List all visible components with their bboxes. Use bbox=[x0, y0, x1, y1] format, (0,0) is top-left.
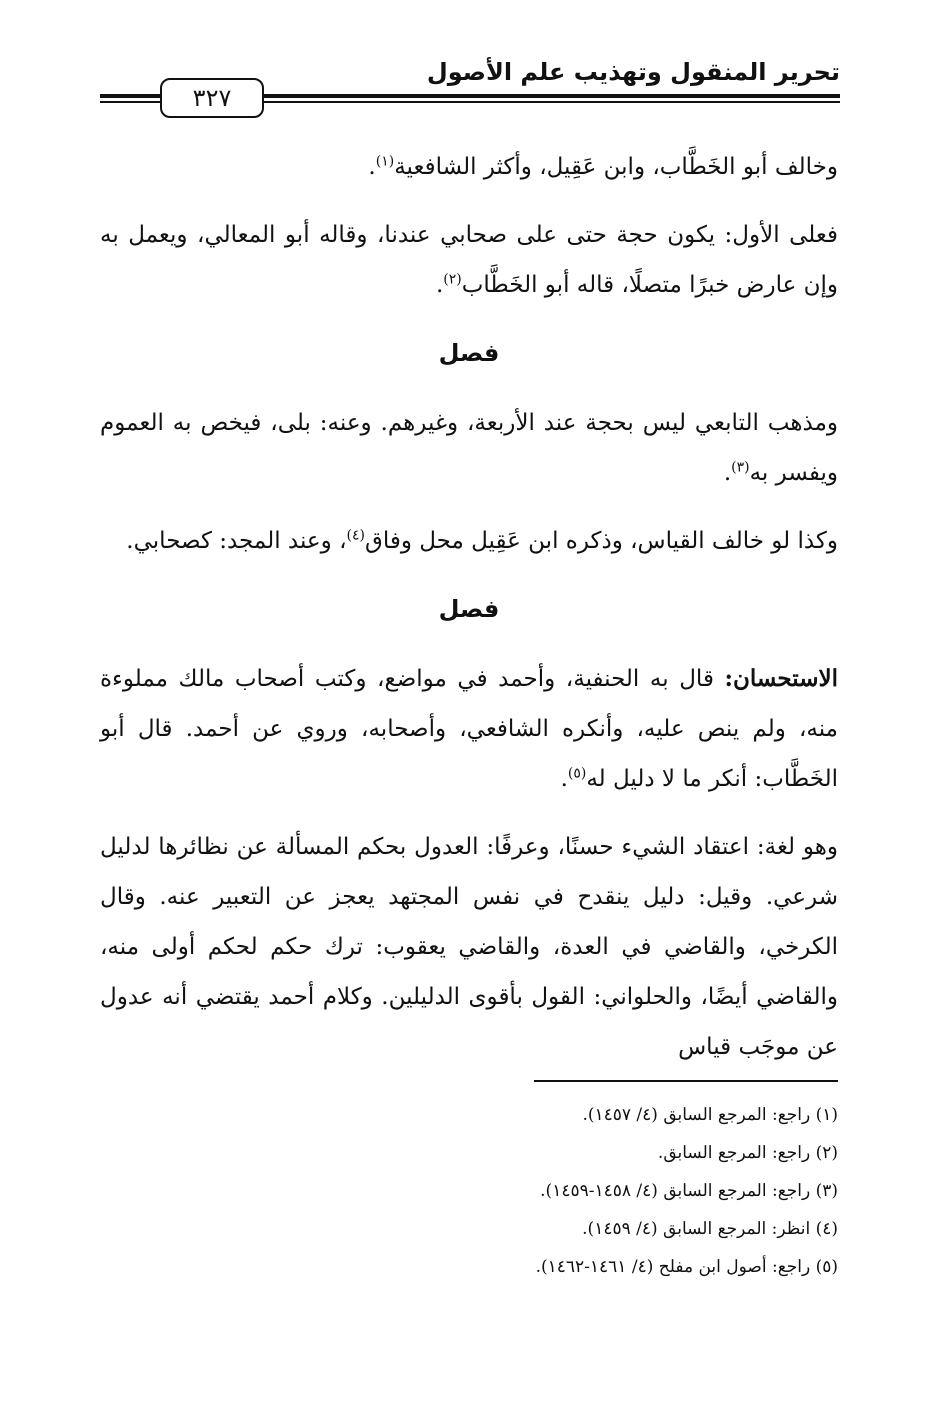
footnote-4: (٤) انظر: المرجع السابق (٤/ ١٤٥٩). bbox=[582, 1219, 838, 1239]
footnote-5: (٥) راجع: أصول ابن مفلح (٤/ ١٤٦١-١٤٦٢). bbox=[535, 1257, 838, 1277]
section-heading-2: فصل bbox=[438, 595, 500, 623]
footnote-ref-1: (١) bbox=[375, 153, 395, 170]
main-text bbox=[100, 142, 838, 1090]
page-header bbox=[100, 58, 840, 120]
paragraph-3: ومذهب التابعي ليس بحجة عند الأربعة، وغيرهم. وعنه: بلى، فيخص به العموم ويفسر به$^{(٣)}$. bbox=[100, 410, 838, 486]
footnote-ref-2: (٢) bbox=[443, 271, 462, 288]
footnote-ref-4: (٤) bbox=[346, 527, 365, 544]
footnotes bbox=[200, 1096, 838, 1286]
paragraph-1: وخالف أبو الخَطَّاب، وابن عَقِيل، وأكثر الشافعية$^{(١)}$. bbox=[368, 153, 838, 180]
term-istihsan: الاستحسان: bbox=[724, 665, 838, 692]
footnote-separator bbox=[534, 1080, 838, 1082]
paragraph-2: فعلى الأول: يكون حجة حتى على صحابي عندنا، وقاله أبو المعالي، ويعمل به وإن عارض خبرًا متصلًا، قاله أبو الخَطَّاب$^{(٢)}$. bbox=[100, 222, 838, 298]
footnote-2: (٢) راجع: المرجع السابق. bbox=[657, 1143, 838, 1163]
page-number: ٣٢٧ bbox=[160, 78, 264, 118]
running-title: تحرير المنقول وتهذيب علم الأصول bbox=[426, 58, 840, 86]
footnote-1: (١) راجع: المرجع السابق (٤/ ١٤٥٧). bbox=[582, 1105, 838, 1125]
paragraph-4: وكذا لو خالف القياس، وذكره ابن عَقِيل محل وفاق$^{(٤)}$، وعند المجد: كصحابي. bbox=[126, 527, 838, 554]
footnote-ref-5: (٥) bbox=[567, 765, 587, 782]
footnote-3: (٣) راجع: المرجع السابق (٤/ ١٤٥٨-١٤٥٩). bbox=[540, 1181, 838, 1201]
footnote-ref-3: (٣) bbox=[731, 459, 750, 476]
section-heading-1: فصل bbox=[438, 339, 500, 367]
paragraph-5: الاستحسان: قال به الحنفية، وأحمد في مواضع، وكتب أصحاب مالك مملوءة منه، ولم ينص عليه، وأنكره الشافعي، وأصحابه، وروي عن أحمد. قال أبو الخَطَّاب: أنكر ما لا دليل له$^{(٥)}$. bbox=[100, 665, 838, 792]
paragraph-6: وهو لغة: اعتقاد الشيء حسنًا، وعرفًا: العدول بحكم المسألة عن نظائرها لدليل شرعي. وقيل: دليل ينقدح في نفس المجتهد يعجز عن التعبير عنه. وقال الكرخي، والقاضي في العدة، والقاضي يعقوب: ترك حكم لحكم أولى منه، والقاضي أيضًا، والحلواني: القول بأقوى الدليلين. وكلام أحمد يقتضي أنه عدول عن موجَب قياس bbox=[100, 834, 838, 1060]
